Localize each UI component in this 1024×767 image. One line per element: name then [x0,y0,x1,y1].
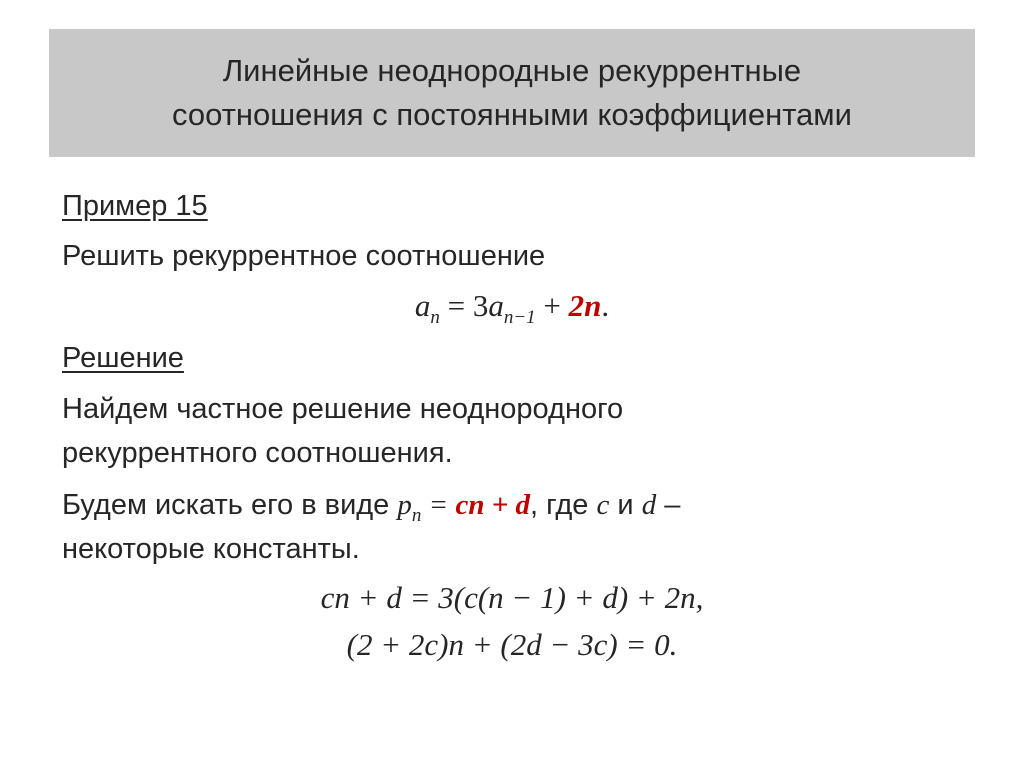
recurrence-eq: = 3 [439,288,489,323]
constant-d: d [641,489,657,521]
paragraph-2-suffix: – [656,489,681,521]
paragraph-2-line-2: некоторые константы. [62,533,360,565]
paragraph-1-line-2: рекуррентного соотношения. [62,437,453,469]
equation-2: (2 + 2c)n + (2d − 3c) = 0. [346,627,678,662]
particular-solution-highlight: cn + d [455,489,530,521]
paragraph-2-prefix: Будем искать его в виде [62,489,398,521]
recurrence-plus: + [535,288,569,323]
recurrence-lhs-sub: n [430,307,440,328]
recurrence-lhs: a [414,288,431,323]
constant-c: c [596,489,610,521]
slide-title-line-1: Линейные неоднородные рекуррентные [222,53,802,88]
particular-solution-eq: = [421,489,456,521]
recurrence-highlight: 2n [568,288,602,323]
paragraph-2-middle: , где [529,489,597,521]
paragraph-2-line-1 [62,489,681,526]
example-heading: Пример 15 [62,190,208,222]
slide-title-box [49,29,975,157]
recurrence-end: . [601,288,610,323]
particular-solution-p: p [397,489,412,521]
solution-heading: Решение [62,342,184,374]
recurrence-term: a [488,288,504,323]
recurrence-term-sub: n−1 [503,307,536,328]
particular-solution-p-sub: n [411,505,422,526]
recurrence-formula [62,288,962,328]
paragraph-1-line-1: Найдем частное решение неоднородного [62,393,624,425]
task-text: Решить рекуррентное соотношение [62,240,546,272]
equation-1: cn + d = 3(c(n − 1) + d) + 2n, [320,580,704,615]
paragraph-2-and: и [609,489,642,521]
slide-title-line-2: соотношения с постоянными коэффициентами [172,97,852,132]
